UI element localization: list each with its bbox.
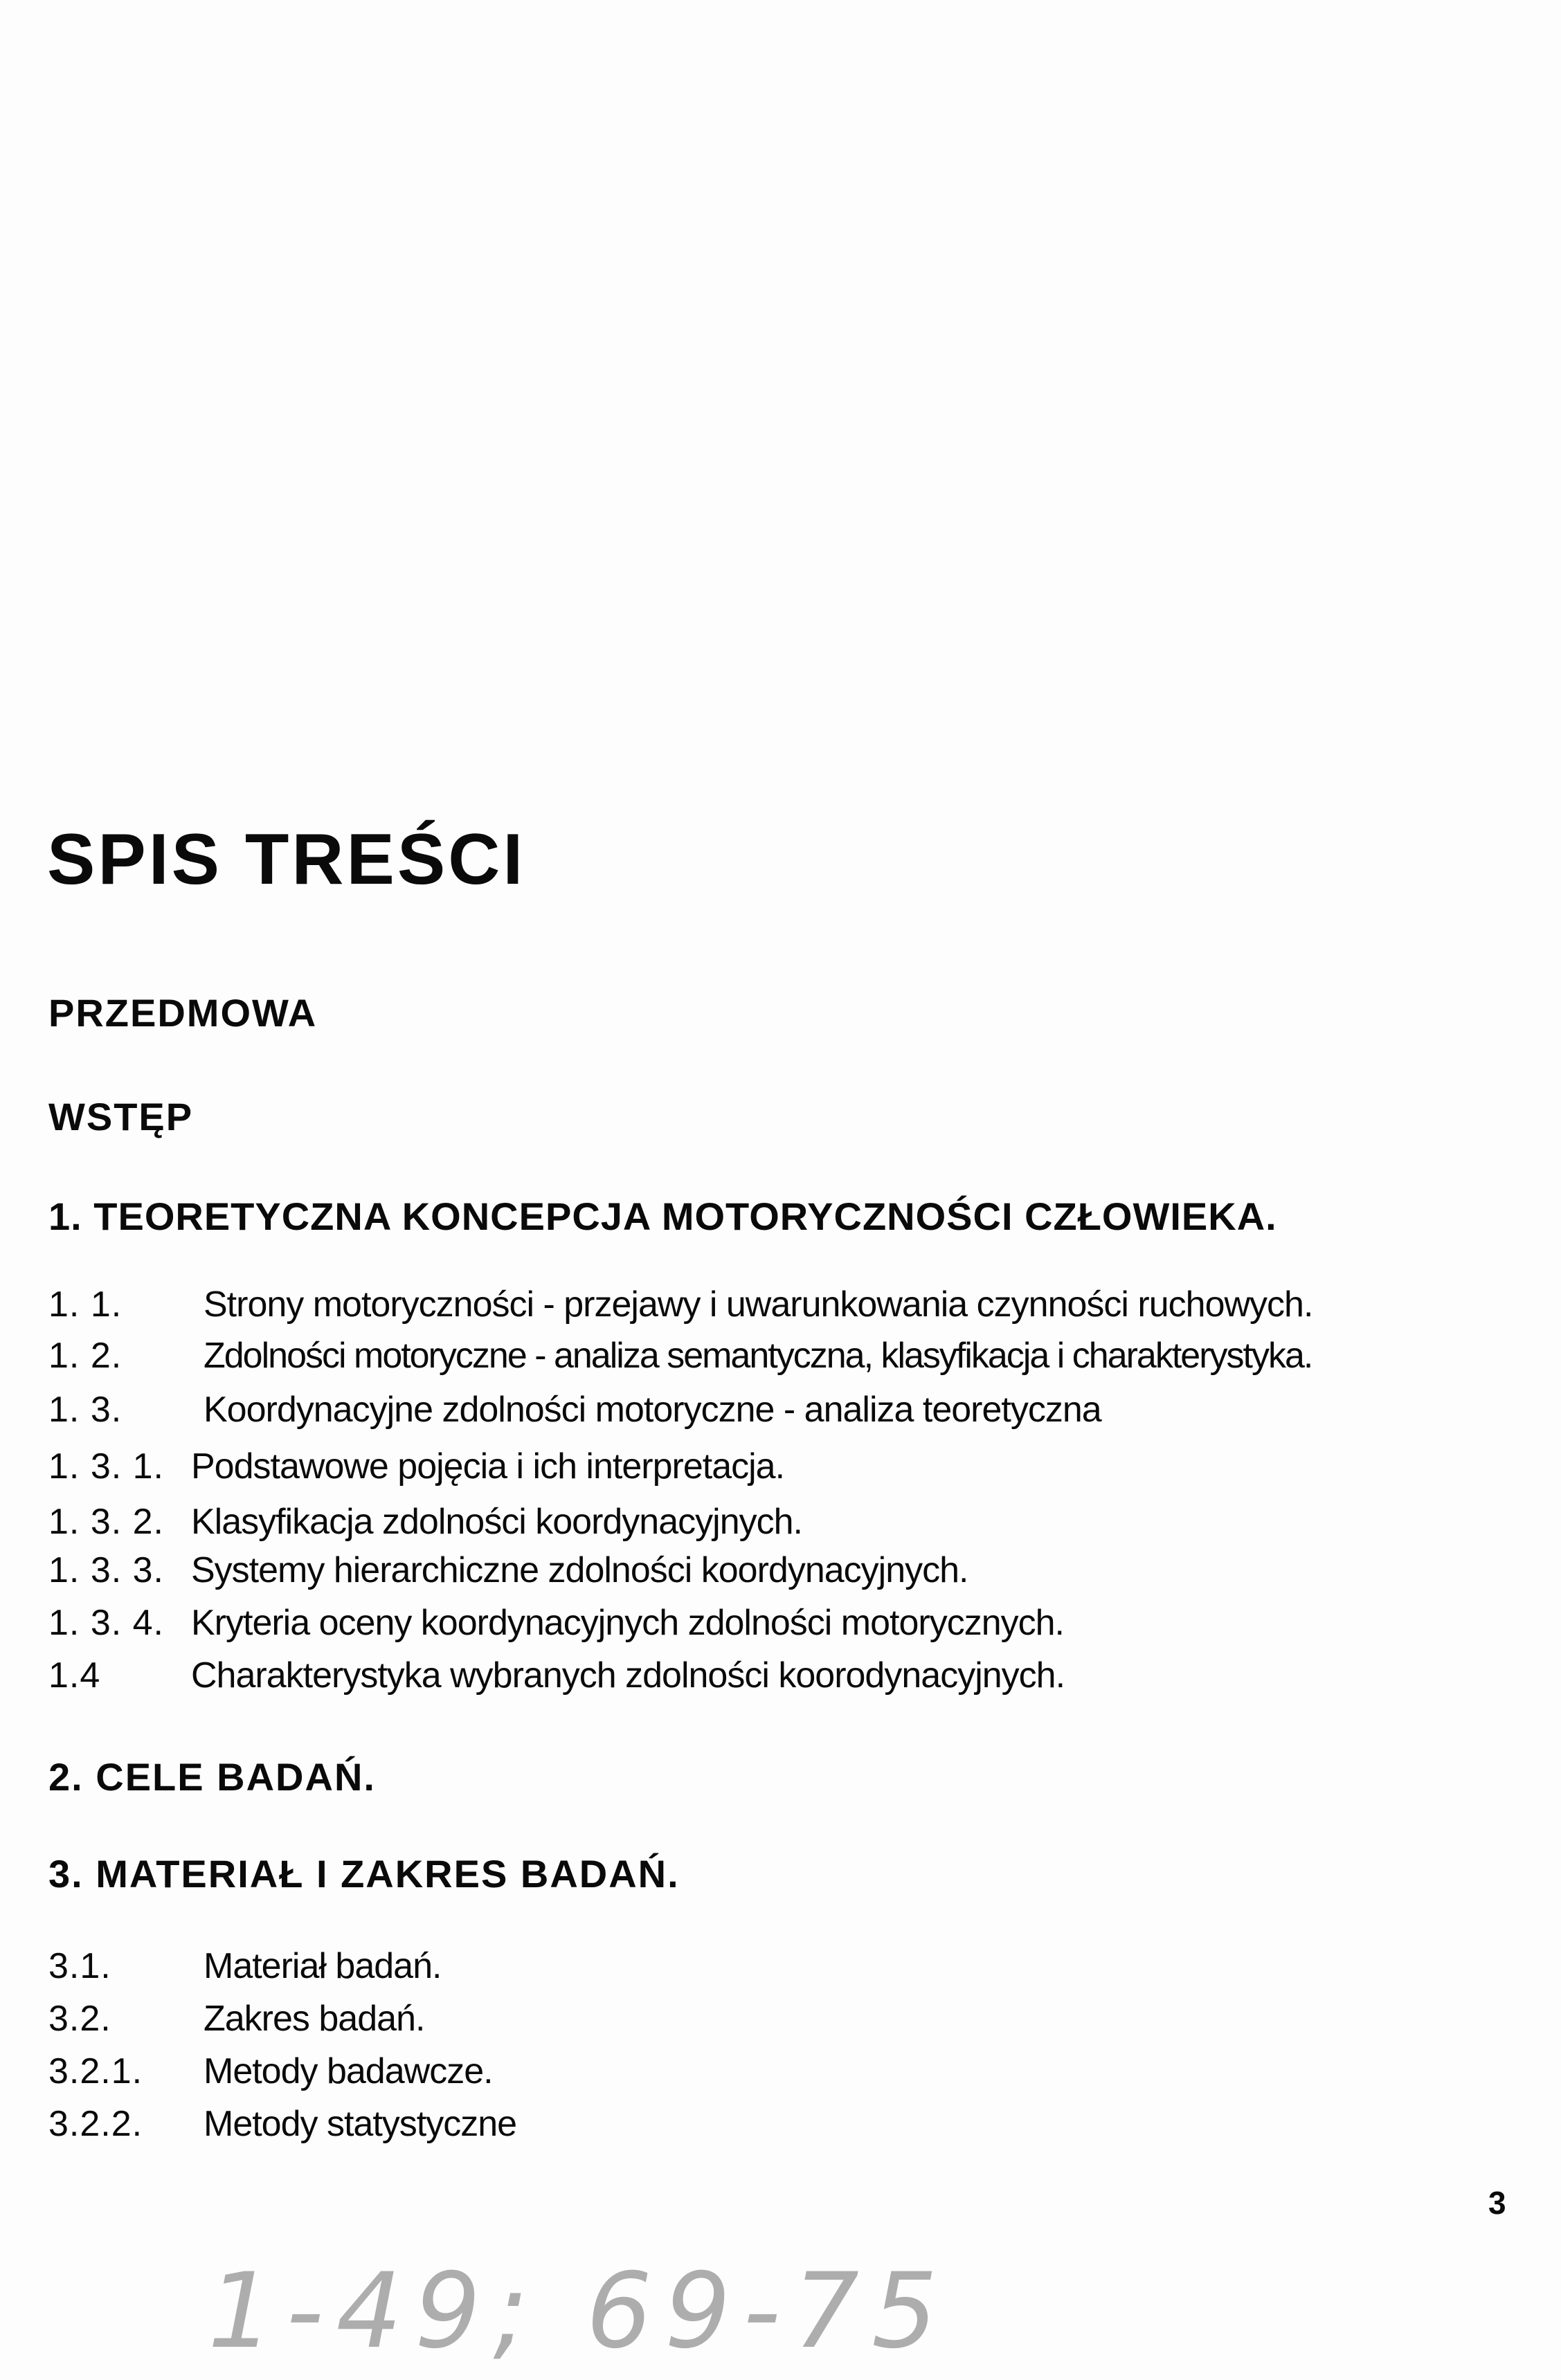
- toc-entry-number: 1. 3. 2.: [48, 1502, 164, 1542]
- toc-entry-number: 3.2.2.: [48, 2104, 143, 2144]
- toc-entry-number: 1. 3. 3.: [48, 1550, 164, 1590]
- toc-entry: [48, 1498, 802, 1546]
- toc-entry-number: 1. 3. 1.: [48, 1446, 164, 1487]
- toc-entry-number: 1.4: [48, 1655, 101, 1696]
- chapter-1-heading: 1. TEORETYCZNA KONCEPCJA MOTORYCZNOŚCI CZŁOWIEKA.: [48, 1194, 1277, 1238]
- toc-entry-text: Koordynacyjne zdolności motoryczne - analiza teoretyczna: [204, 1390, 1101, 1430]
- toc-entry: [48, 1942, 441, 1990]
- toc-entry: [48, 1599, 1064, 1647]
- toc-entry-text: Metody statystyczne: [204, 2104, 517, 2144]
- toc-entry: [48, 2047, 493, 2096]
- toc-entry-text: Klasyfikacja zdolności koordynacyjnych.: [191, 1502, 802, 1542]
- toc-entry: [48, 2100, 516, 2148]
- toc-entry-text: Charakterystyka wybranych zdolności koorodynacyjnych.: [191, 1655, 1065, 1696]
- toc-entry-text: Podstawowe pojęcia i ich interpretacja.: [191, 1446, 785, 1487]
- page-title: SPIS TREŚCI: [47, 819, 526, 900]
- toc-entry: [48, 1280, 1312, 1329]
- heading-preface: PRZEDMOWA: [48, 991, 318, 1035]
- toc-entry-number: 1. 3.: [48, 1390, 123, 1430]
- handwritten-page-range: 1-49; 69-75: [208, 2251, 950, 2372]
- toc-entry: [48, 1332, 1312, 1380]
- toc-entry: [48, 1651, 1065, 1700]
- toc-entry: [48, 1546, 968, 1595]
- toc-entry-text: Zakres badań.: [204, 1999, 425, 2039]
- chapter-3-heading: 3. MATERIAŁ I ZAKRES BADAŃ.: [48, 1852, 680, 1896]
- heading-intro: WSTĘP: [48, 1095, 194, 1138]
- toc-entry-text: Zdolności motoryczne - analiza semantyczna, klasyfikacja i charakterystyka.: [204, 1336, 1312, 1376]
- toc-entry: [48, 1995, 424, 2043]
- toc-entry-number: 1. 2.: [48, 1336, 123, 1376]
- toc-entry-text: Kryteria oceny koordynacyjnych zdolności motorycznych.: [191, 1603, 1065, 1643]
- toc-entry-number: 1. 1.: [48, 1284, 123, 1325]
- toc-entry-number: 3.2.1.: [48, 2051, 143, 2091]
- toc-entry: [48, 1386, 1101, 1434]
- toc-entry-number: 3.2.: [48, 1999, 111, 2039]
- toc-entry-text: Systemy hierarchiczne zdolności koordynacyjnych.: [191, 1550, 968, 1590]
- toc-entry: [48, 1442, 784, 1491]
- page-number: 3: [1488, 2185, 1506, 2221]
- toc-entry-number: 1. 3. 4.: [48, 1603, 164, 1643]
- chapter-2-heading: 2. CELE BADAŃ.: [48, 1755, 376, 1799]
- toc-entry-text: Strony motoryczności - przejawy i uwarunkowania czynności ruchowych.: [204, 1284, 1313, 1325]
- toc-entry-number: 3.1.: [48, 1946, 111, 1986]
- toc-entry-text: Metody badawcze.: [204, 2051, 493, 2091]
- toc-entry-text: Materiał badań.: [204, 1946, 442, 1986]
